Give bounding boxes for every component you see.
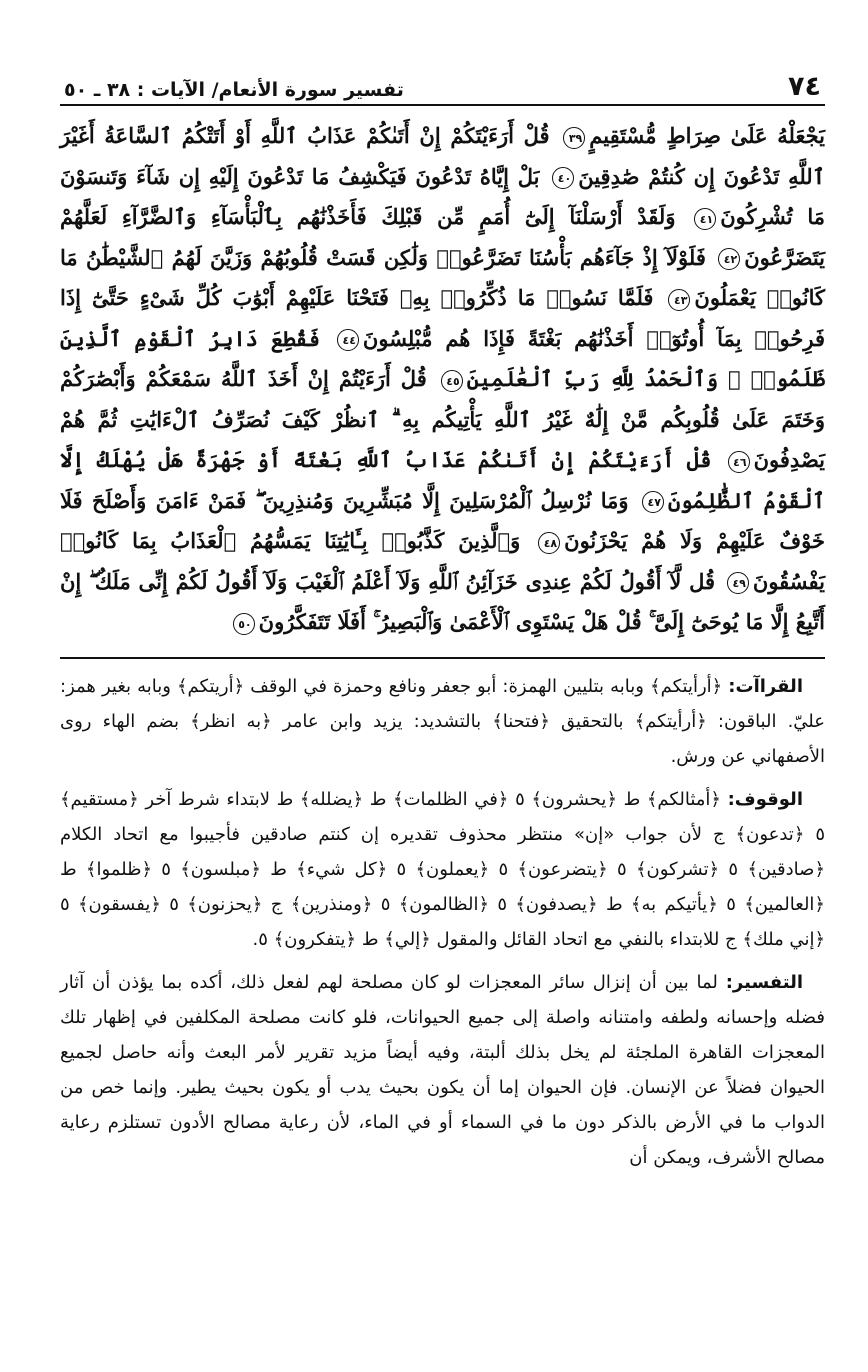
ayah-number-marker: ٥٠ — [233, 613, 255, 635]
ayah-number-marker: ٤٩ — [727, 572, 749, 594]
ayah-text: فَقُطِعَ دَابِرُ ٱلْقَوْمِ ٱلَّذِينَ ظَلَمُوا۟ ۚ وَٱلْحَمْدُ لِلَّهِ رَبِّ ٱلْعَٰلَمِينَ٤٥ — [60, 325, 825, 391]
tafsir-label: التفسير: — [725, 971, 803, 993]
ayah-text: قُلْ أَرَءَيْتَكُمْ إِنْ أَتَىٰكُمْ عَذَابُ ٱللَّهِ بَغْتَةً أَوْ جَهْرَةً هَلْ يُهْلَكُ إِلَّا ٱلْقَوْمُ ٱلظَّٰلِمُونَ٤٧ — [60, 447, 826, 513]
qiraat-text: ﴿أرأيتكم﴾ وبابه بتليين الهمزة: أبو جعفر ونافع وحمزة في الوقف ﴿أريتكم﴾ وبابه بغير همز: عليّ. الباقون: ﴿أرأيتكم﴾ بالتحقيق ﴿فتحنا﴾ بالتشديد: يزيد وابن عامر ﴿به انظر﴾ بضم الهاء روى الأصفهاني عن ورش. — [60, 675, 825, 767]
ayah-number-marker: ٤٨ — [538, 532, 560, 554]
qiraat-label: القراآت: — [728, 675, 803, 697]
ayah-text: قُل لَّآ أَقُولُ لَكُمْ عِندِى خَزَآئِنُ ٱللَّهِ وَلَآ أَعْلَمُ ٱلْغَيْبَ وَلَآ أَقُولُ لَكُمْ إِنِّى مَلَكٌ ۖ إِنْ أَتَّبِعُ إِلَّا مَا يُوحَىٰٓ إِلَىَّ ۚ قُلْ هَلْ يَسْتَوِى ٱلْأَعْمَىٰ وَٱلْبَصِيرُ ۚ أَفَلَا تَتَفَكَّرُونَ٥٠ — [60, 568, 825, 634]
ayah-text: فَلَوْلَآ إِذْ جَآءَهُم بَأْسُنَا تَضَرَّعُوا۟ وَلَٰكِن قَسَتْ قُلُوبُهُمْ وَزَيَّنَ لَهُمُ ٱلشَّيْطَٰنُ مَا كَانُوا۟ يَعْمَلُونَ٤٣ — [60, 244, 826, 310]
ayah-text: يَجْعَلْهُ عَلَىٰ صِرَاطٍ مُّسْتَقِيمٍ٣٩ — [559, 123, 825, 148]
ayah-text: قُلْ أَرَءَيْتَكُمْ إِنْ أَتَىٰكُمْ عَذَابُ ٱللَّهِ أَوْ أَتَتْكُمُ ٱلسَّاعَةُ أَغَيْرَ ٱللَّهِ تَدْعُونَ إِن كُنتُمْ صَٰدِقِينَ٤٠ — [60, 123, 826, 189]
wuquf-text: ﴿أمثالكم﴾ ط ﴿يحشرون﴾ ٥ ﴿في الظلمات﴾ ط ﴿يضلله﴾ ط لابتداء شرط آخر ﴿مستقيم﴾ ٥ ﴿تدعون﴾ ج لأن جواب «إن» منتظر محذوف تقديره إن كنتم صادقين فأجيبوا مع اتحاد الكلام ﴿صادقين﴾ ٥ ﴿تشركون﴾ ٥ ﴿يتضرعون﴾ ٥ ﴿يعملون﴾ ٥ ﴿كل شيء﴾ ط ﴿مبلسون﴾ ٥ ﴿ظلموا﴾ ط ﴿العالمين﴾ ٥ ﴿يأتيكم به﴾ ط ﴿يصدفون﴾ ٥ ﴿الظالمون﴾ ٥ ﴿ومنذرين﴾ ج ﴿يحزنون﴾ ٥ ﴿يفسقون﴾ ٥ ﴿إني ملك﴾ ج للابتداء بالنفي مع اتحاد القائل والمقول ﴿إلي﴾ ط ﴿يتفكرون﴾ ٥. — [60, 788, 825, 950]
ayah-text: بَلْ إِيَّاهُ تَدْعُونَ فَيَكْشِفُ مَا تَدْعُونَ إِلَيْهِ إِن شَآءَ وَتَنسَوْنَ مَا تُشْرِكُونَ٤١ — [60, 163, 825, 229]
wuquf-paragraph — [60, 782, 825, 957]
ayah-number-marker: ٤٢ — [718, 248, 740, 270]
qiraat-paragraph — [60, 669, 825, 774]
ayah-text: وَٱلَّذِينَ كَذَّبُوا۟ بِـَٔايَٰتِنَا يَمَسُّهُمُ ٱلْعَذَابُ بِمَا كَانُوا۟ يَفْسُقُونَ٤٩ — [60, 528, 825, 594]
ayah-text: وَلَقَدْ أَرْسَلْنَآ إِلَىٰٓ أُمَمٍ مِّن قَبْلِكَ فَأَخَذْنَٰهُم بِٱلْبَأْسَآءِ وَٱلضَّرَّآءِ لَعَلَّهُمْ يَتَضَرَّعُونَ٤٢ — [60, 204, 826, 270]
page-number: ٧٤ — [788, 71, 821, 102]
page-header — [60, 62, 825, 106]
ayah-number-marker: ٤٧ — [642, 491, 664, 513]
commentary — [60, 669, 825, 1175]
ayah-number-marker: ٤٦ — [728, 451, 750, 473]
ayah-number-marker: ٣٩ — [563, 127, 585, 149]
ayah-text: وَمَا نُرْسِلُ ٱلْمُرْسَلِينَ إِلَّا مُبَشِّرِينَ وَمُنذِرِينَ ۖ فَمَنْ ءَامَنَ وَأَصْلَحَ فَلَا خَوْفٌ عَلَيْهِمْ وَلَا هُمْ يَحْزَنُونَ٤٨ — [60, 487, 825, 553]
quran-verses — [60, 116, 825, 643]
ayah-text: فَلَمَّا نَسُوا۟ مَا ذُكِّرُوا۟ بِهِۦ فَتَحْنَا عَلَيْهِمْ أَبْوَٰبَ كُلِّ شَىْءٍ حَتَّىٰٓ إِذَا فَرِحُوا۟ بِمَآ أُوتُوٓا۟ أَخَذْنَٰهُم بَغْتَةً فَإِذَا هُم مُّبْلِسُونَ٤٤ — [60, 285, 825, 351]
running-title: تفسير سورة الأنعام/ الآيات : ٣٨ ـ ٥٠ — [64, 79, 404, 101]
ayah-number-marker: ٤٣ — [668, 289, 690, 311]
ayah-number-marker: ٤٠ — [552, 167, 574, 189]
ayah-number-marker: ٤١ — [694, 208, 716, 230]
ayah-text: قُلْ أَرَءَيْتُمْ إِنْ أَخَذَ ٱللَّهُ سَمْعَكُمْ وَأَبْصَٰرَكُمْ وَخَتَمَ عَلَىٰ قُلُوبِكُم مَّنْ إِلَٰهٌ غَيْرُ ٱللَّهِ يَأْتِيكُم بِهِ ۗ ٱنظُرْ كَيْفَ نُصَرِّفُ ٱلْءَايَٰتِ ثُمَّ هُمْ يَصْدِفُونَ٤٦ — [60, 366, 825, 472]
book-page — [60, 62, 825, 1175]
section-divider — [60, 657, 825, 659]
ayah-number-marker: ٤٥ — [441, 370, 463, 392]
ayah-number-marker: ٤٤ — [337, 329, 359, 351]
tafsir-paragraph — [60, 965, 825, 1175]
tafsir-text: لما بين أن إنزال سائر المعجزات لو كان مصلحة لهم لفعل ذلك، أكده بما يؤذن أن آثار فضله وإحسانه ولطفه وامتنانه واصلة إلى جميع الحيوانات، فلو كانت مصلحة المكلفين في إظهار تلك المعجزات القاهرة الملجئة لم يخل بذلك ألبتة، وفيه أيضاً مزيد تقرير لأمر البعث وأنه حاصل لجميع الحيوان فضلاً عن الإنسان. فإن الحيوان إما أن يكون بحيث يدب أو يكون بحيث يطير. وإنما خص من الدواب ما في الأرض بالذكر دون ما في السماء أو في الماء، لأن رعاية مصالح الأدون تستلزم رعاية مصالح الأشرف، ويمكن أن — [60, 971, 825, 1168]
wuquf-label: الوقوف: — [727, 788, 803, 810]
